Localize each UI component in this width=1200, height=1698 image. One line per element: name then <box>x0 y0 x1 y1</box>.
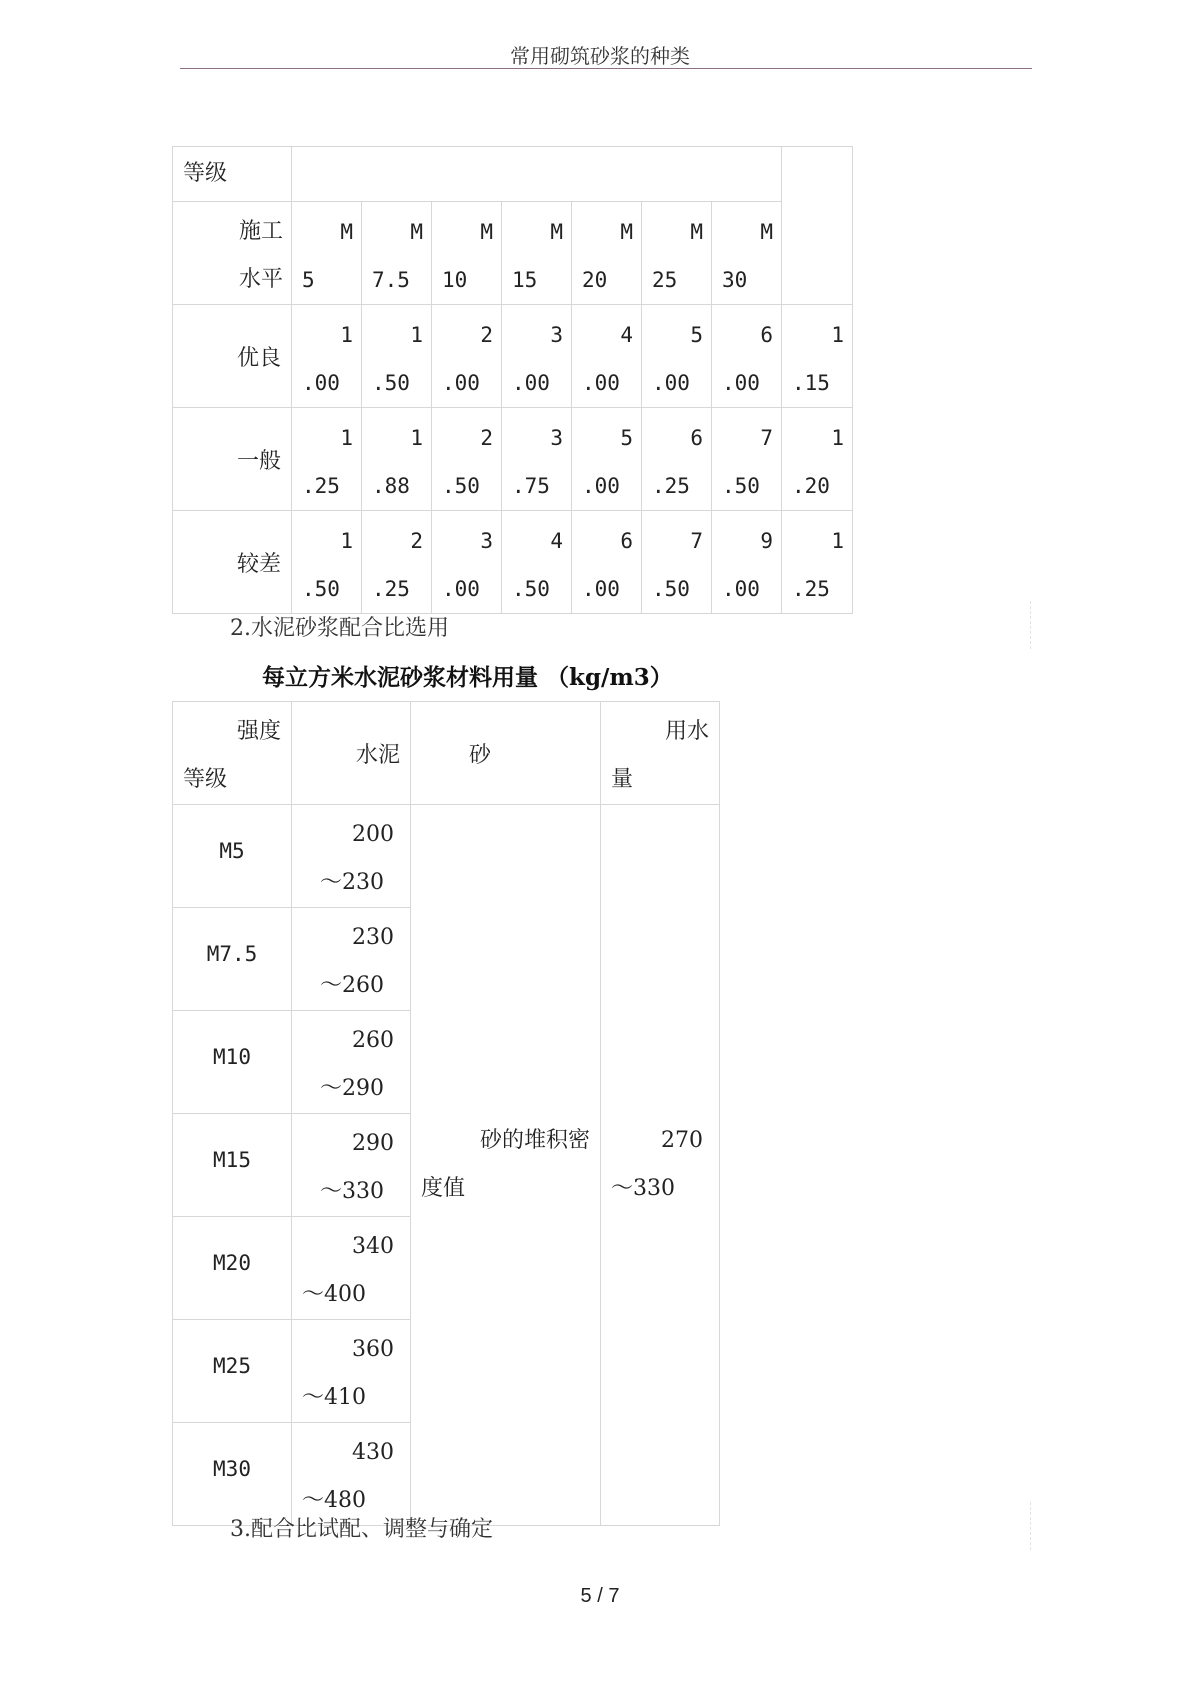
table1-header-blank <box>292 147 782 202</box>
table2-grade-cell: M15 <box>173 1114 292 1217</box>
table2-water-value: 270 ～330 <box>601 805 720 1526</box>
table2-grade-cell: M30 <box>173 1423 292 1526</box>
table1-cell: 3 .00 <box>432 511 502 614</box>
table2-cement-cell: 230 ～260 <box>292 908 411 1011</box>
table1-grade-m7-5: M 7.5 <box>362 202 432 305</box>
table1-cell: 1 .88 <box>362 408 432 511</box>
table1-row-label: 一般 <box>173 408 292 511</box>
table2-cement-cell: 340 ～400 <box>292 1217 411 1320</box>
table1-row-label: 较差 <box>173 511 292 614</box>
table2-cement-cell: 260 ～290 <box>292 1011 411 1114</box>
table1-cell: 4 .00 <box>572 305 642 408</box>
table2-header-water: 用水 量 <box>601 702 720 805</box>
table2-grade-cell: M7.5 <box>173 908 292 1011</box>
section-2-heading: 2.水泥砂浆配合比选用 <box>230 616 449 641</box>
table1-cell: 7 .50 <box>642 511 712 614</box>
table1-cell: 1 .25 <box>782 511 853 614</box>
table1-cell: 9 .00 <box>712 511 782 614</box>
table1-cell: 2 .25 <box>362 511 432 614</box>
table1-cell: 3 .75 <box>502 408 572 511</box>
table1-grade-m15: M 15 <box>502 202 572 305</box>
table-row <box>173 511 853 614</box>
table2-cement-cell: 360 ～410 <box>292 1320 411 1423</box>
table1-grade-m5: M 5 <box>292 202 362 305</box>
table1-cell: 1 .20 <box>782 408 853 511</box>
para-guide <box>1030 601 1031 649</box>
table-row <box>173 305 853 408</box>
table1-cell: 1 .25 <box>292 408 362 511</box>
table2-header-cement: 水泥 <box>292 702 411 805</box>
table1-level-label: 施工 水平 <box>173 202 292 305</box>
running-header-title: 常用砌筑砂浆的种类 <box>510 44 690 68</box>
table1-corner-label: 等级 <box>173 147 292 202</box>
table2-grade-cell: M20 <box>173 1217 292 1320</box>
table1-cell: 6 .00 <box>572 511 642 614</box>
table2-sand-value: 砂的堆积密 度值 <box>411 805 601 1526</box>
table1-cell: 7 .50 <box>712 408 782 511</box>
table1-grade-m30: M 30 <box>712 202 782 305</box>
table-row <box>173 408 853 511</box>
table2-cement-cell: 430 ～480 <box>292 1423 411 1526</box>
table1-cell: 3 .00 <box>502 305 572 408</box>
para-guide <box>1030 1502 1031 1550</box>
page-number: 5 / 7 <box>580 1585 620 1607</box>
header-rule <box>180 68 1032 69</box>
table1-grade-m25: M 25 <box>642 202 712 305</box>
table1-cell: 1 .00 <box>292 305 362 408</box>
table2-cement-cell: 290 ～330 <box>292 1114 411 1217</box>
table1-cell: 6 .25 <box>642 408 712 511</box>
mix-ratio-table <box>172 146 853 614</box>
table1-grade-m20: M 20 <box>572 202 642 305</box>
table2-title: 每立方米水泥砂浆材料用量 （kg/m3） <box>262 664 673 691</box>
cement-mortar-usage-table <box>172 701 720 1526</box>
table1-cell: 1 .50 <box>362 305 432 408</box>
table2-header-grade: 强度 等级 <box>173 702 292 805</box>
table1-cell: 6 .00 <box>712 305 782 408</box>
table2-cement-cell: 200 ～230 <box>292 805 411 908</box>
table1-cell: 5 .00 <box>572 408 642 511</box>
table1-header-blank-right <box>782 147 853 305</box>
table1-grade-m10: M 10 <box>432 202 502 305</box>
table-row <box>173 805 720 908</box>
table1-cell: 4 .50 <box>502 511 572 614</box>
table1-cell: 5 .00 <box>642 305 712 408</box>
table1-cell: 2 .50 <box>432 408 502 511</box>
table2-grade-cell: M25 <box>173 1320 292 1423</box>
table2-grade-cell: M10 <box>173 1011 292 1114</box>
section-3-heading: 3.配合比试配、调整与确定 <box>230 1517 493 1542</box>
table1-cell: 2 .00 <box>432 305 502 408</box>
table2-grade-cell: M5 <box>173 805 292 908</box>
table1-cell: 1 .50 <box>292 511 362 614</box>
table1-cell: 1 .15 <box>782 305 853 408</box>
table1-row-label: 优良 <box>173 305 292 408</box>
table2-header-sand: 砂 <box>411 702 601 805</box>
